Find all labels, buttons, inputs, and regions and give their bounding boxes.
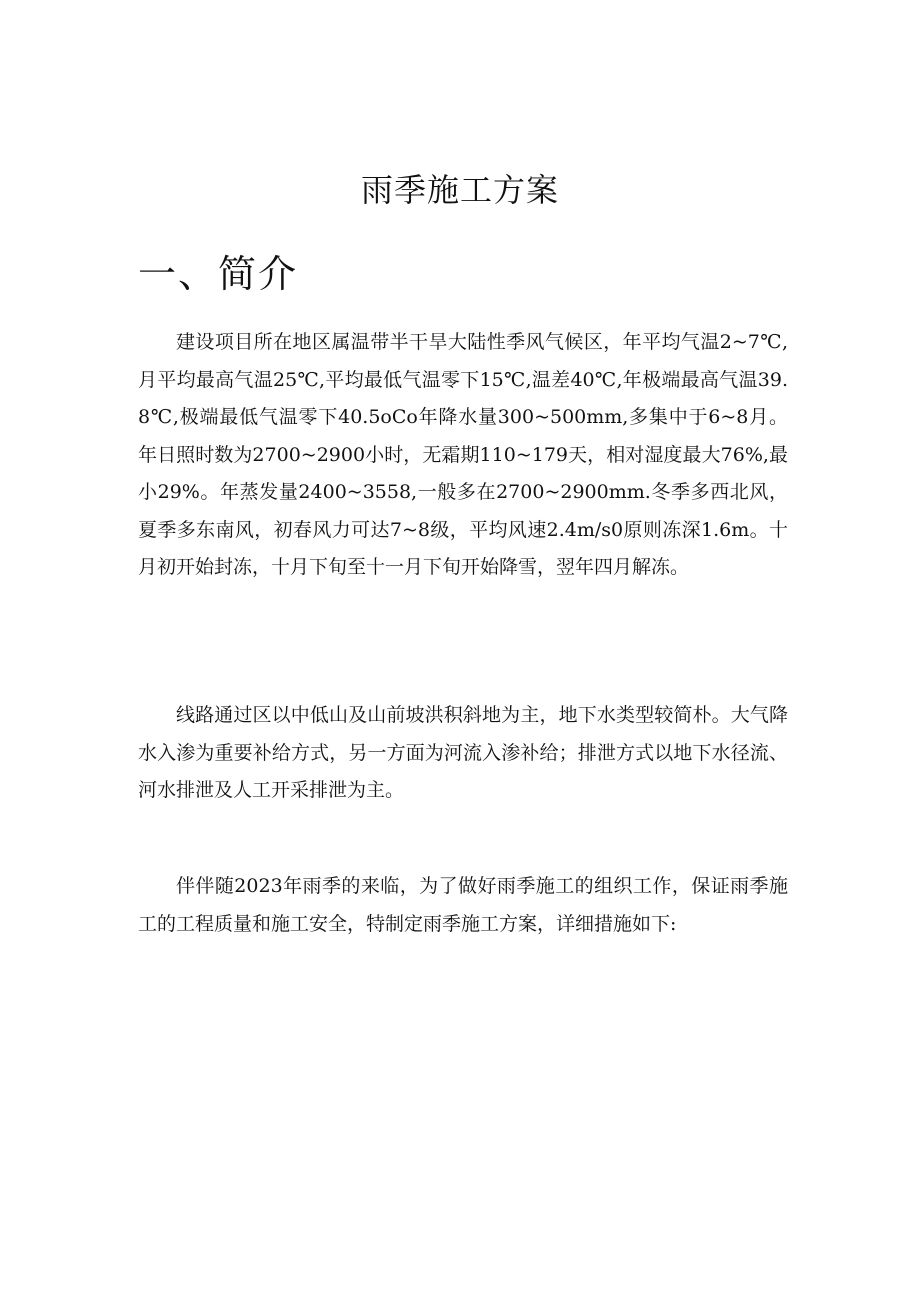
paragraph-hydrogeology: 线路通过区以中低山及山前坡洪积斜地为主，地下水类型较简朴。大气降水入渗为重要补给方式，另一方面为河流入渗补给；排泄方式以地下水径流、河水排泄及人工开采排泄为主。 (138, 704, 788, 801)
section-heading-introduction: 一、简介 (138, 252, 299, 296)
paragraph-purpose: 伴伴随2023年雨季的来临，为了做好雨季施工的组织工作，保证雨季施工的工程质量和施工安全，特制定雨季施工方案，详细措施如下: (138, 875, 788, 935)
document-title: 雨季施工方案 (360, 171, 559, 209)
paragraph-climate: 建设项目所在地区属温带半干旱大陆性季风气候区，年平均气温2~7℃,月平均最高气温25℃,平均最低气温零下15℃,温差40℃,年极端最高气温39.8℃,极端最低气温零下40.5oCo年降水量300~500mm,多集中于6~8月。年日照时数为2700~2900小时，无霜期110~179天，相对湿度最大76%,最小29%。年蒸发量2400~3558,一般多在2700~2900mm.冬季多西北风，夏季多东南风，初春风力可达7~8级，平均风速2.4m∕s0原则冻深1.6m。十月初开始封冻，十月下旬至十一月下旬开始降雪，翌年四月解冻。 (138, 331, 788, 578)
